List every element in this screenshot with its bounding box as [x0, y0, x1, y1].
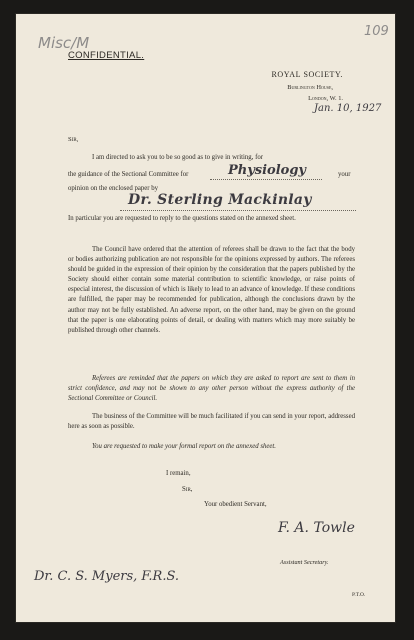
org-name: ROYAL SOCIETY. — [271, 70, 343, 79]
paragraph-formal: You are requested to make your formal report on the annexed sheet. — [92, 443, 276, 450]
author-field-line — [120, 210, 356, 211]
pto-note: P.T.O. — [352, 592, 366, 598]
confidential-heading: CONFIDENTIAL. — [68, 50, 145, 61]
address-line-2: London, W. 1. — [308, 95, 343, 102]
committee-field: Physiology — [228, 163, 306, 178]
intro-line-1: I am directed to ask you to be so good as to give in writing, for — [92, 154, 264, 161]
paragraph-reminder: Referees are reminded that the papers on which they are asked to report are sent to them in strict confidence, and may not be shown to any other person without the express authority of the Sectional Committee or Council. — [68, 375, 355, 403]
pencil-note-top-left: Misc/M — [38, 34, 90, 52]
paragraph-annexed: In particular you are requested to reply to the questions stated on the annexed sheet. — [68, 215, 296, 222]
author-field: Dr. Sterling Mackinlay — [128, 192, 312, 208]
recipient-handwritten: Dr. C. S. Myers, F.R.S. — [34, 569, 180, 584]
salutation: Sir, — [68, 136, 79, 143]
closing-sir: Sir, — [182, 486, 193, 493]
closing-servant: Your obedient Servant, — [204, 501, 267, 508]
closing-remain: I remain, — [166, 470, 191, 477]
paragraph-council: The Council have ordered that the attention of referees shall be drawn to the fact that the body or bodies authorizing publication are not responsible for the opinions expressed by authors. The referees should be guided in the expression of their opinion by the consideration that the papers published by the Society should either contain some material contribution to scientific knowledge, or raise points of especial interest, the discussion of which is likely to lead to an advance of knowledge. If these conditions are fulfilled, the paper may be recommended for publication, although the conclusions drawn by the author may not be fully established. An adverse report, on the other hand, may be given on the ground that the paper is one elaborating points of detail, or dealing with matters which may more suitably be published through other channels. — [68, 246, 355, 334]
paragraph-business: The business of the Committee will be much facilitated if you can send in your report, addressed here as soon as possible. — [68, 413, 355, 431]
assistant-secretary-title: Assistant Secretary. — [280, 559, 329, 566]
intro-line-2a: the guidance of the Sectional Committee for — [68, 171, 189, 178]
date-handwritten: Jan. 10, 1927 — [314, 103, 382, 114]
intro-line-3: opinion on the enclosed paper by — [68, 185, 159, 192]
intro-line-2b: your — [338, 171, 351, 178]
committee-field-line — [210, 179, 322, 180]
signature: F. A. Towle — [278, 520, 355, 536]
letter-sheet — [16, 14, 395, 622]
address-line-1: Burlington House, — [287, 84, 333, 91]
pencil-note-top-right: 109 — [364, 24, 389, 39]
